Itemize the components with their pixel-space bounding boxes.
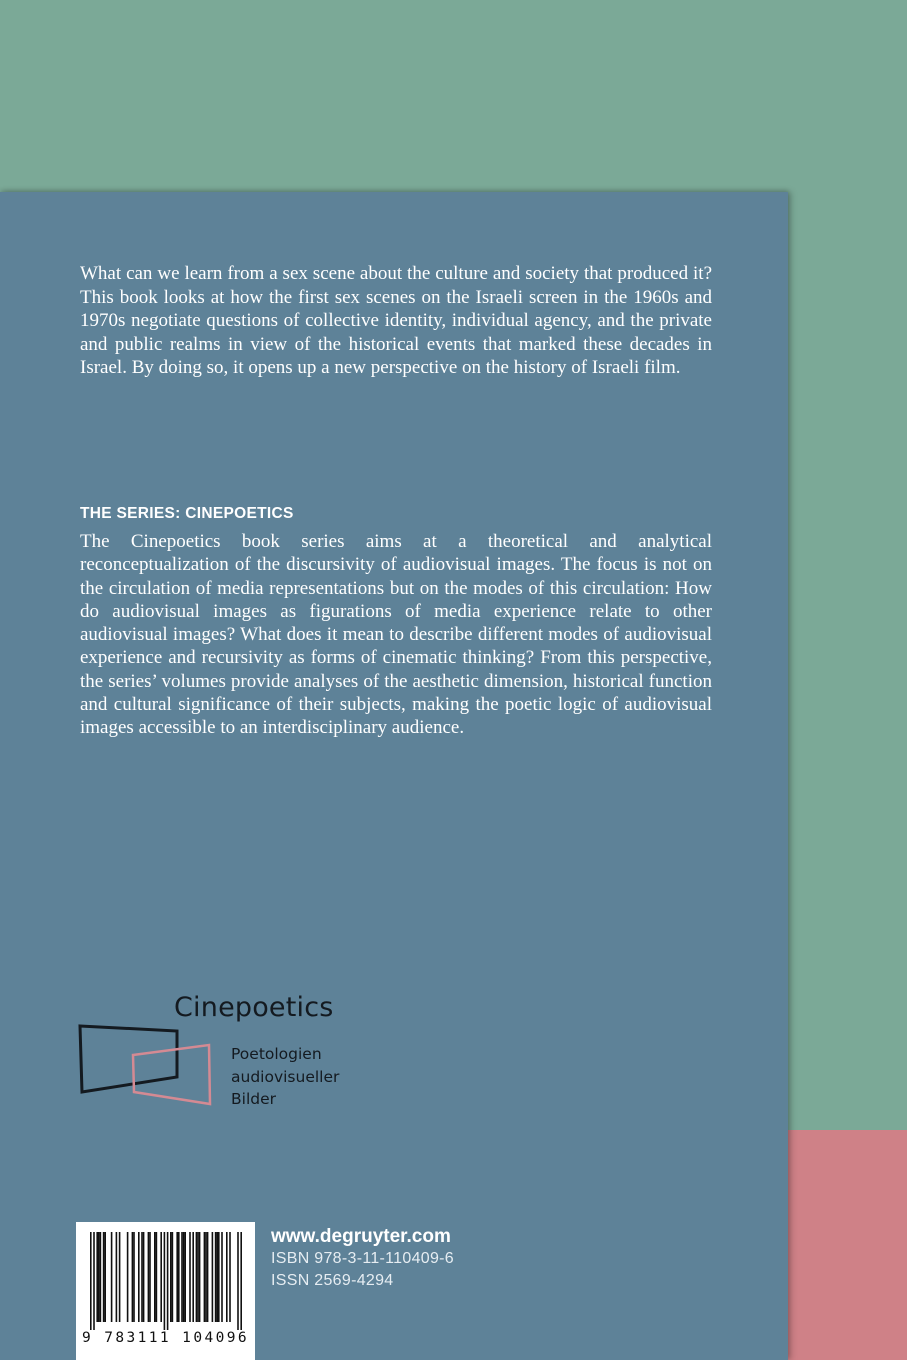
logo-pink-frame	[133, 1045, 210, 1104]
series-description: The Cinepoetics book series aims at a theoretical and analytical reconceptualization of the discursivity of audiovisual images. The focus is not on the circulation of media representations but on the modes of this circulation: How do audiovisual images as figurations of media experience relate to other audiovisual images? What does it mean to describe different modes of audiovisual experience and recursivity as forms of cinematic thinking? From this perspective, the series’ volumes provide analyses of the aesthetic dimension, historical function and cultural significance of their subjects, making the poetic logic of audiovisual images accessible to an interdisciplinary audience.	[80, 531, 712, 739]
barcode-bar	[199, 1232, 201, 1322]
barcode-bar	[221, 1232, 223, 1322]
barcode-bar	[154, 1232, 156, 1322]
logo-subtitle-line: Poetologien	[231, 1045, 322, 1063]
barcode-bar	[132, 1232, 134, 1322]
book-blurb: What can we learn from a sex scene about the culture and society that produced it? This book looks at how the first sex scenes on the Israeli screen in the 1960s and 1970s negotiate questions of collective identity, individual agency, and the private and public realms in view of the historical events that marked these decades in Israel. By doing so, it opens up a new perspective on the history of Israeli film.	[80, 263, 712, 379]
barcode-bar	[218, 1232, 220, 1322]
barcode-bar	[189, 1232, 191, 1322]
logo-subtitle	[231, 1043, 339, 1111]
barcode-bar	[93, 1232, 95, 1330]
barcode-bar	[178, 1232, 180, 1322]
barcode-bar	[215, 1232, 217, 1322]
barcode-bar	[196, 1232, 198, 1322]
barcode-bar	[116, 1232, 118, 1322]
barcode-bar	[237, 1232, 239, 1330]
barcode-bar	[205, 1232, 207, 1322]
barcode-bars	[76, 1222, 255, 1330]
barcode-bar	[212, 1232, 214, 1322]
barcode-bar	[119, 1232, 121, 1322]
barcode-bar	[181, 1232, 183, 1322]
barcode-bar	[90, 1232, 92, 1330]
barcode-bar	[98, 1232, 100, 1322]
barcode-bar	[167, 1232, 169, 1330]
barcode	[76, 1222, 255, 1360]
barcode-bar	[111, 1232, 113, 1322]
issn-text: ISSN 2569-4294	[271, 1272, 394, 1289]
barcode-bar	[96, 1232, 98, 1322]
series-heading: THE SERIES: CINEPOETICS	[80, 505, 294, 522]
barcode-bar	[172, 1232, 174, 1322]
barcode-bar	[197, 1232, 199, 1322]
barcode-bar	[103, 1232, 105, 1322]
isbn-text: ISBN 978-3-11-110409-6	[271, 1250, 455, 1267]
barcode-bar	[138, 1232, 140, 1322]
logo-dark-frame	[80, 1026, 177, 1092]
barcode-bar	[207, 1232, 209, 1322]
barcode-bar	[133, 1232, 135, 1322]
cinepoetics-logo-icon	[78, 1018, 218, 1110]
barcode-bar	[127, 1232, 129, 1322]
barcode-bar	[226, 1232, 228, 1322]
barcode-bar	[240, 1232, 242, 1330]
barcode-bar	[164, 1232, 166, 1330]
pink-accent-block	[788, 1130, 907, 1360]
barcode-bar	[143, 1232, 145, 1322]
barcode-bar	[183, 1232, 185, 1322]
logo-subtitle-line: audiovisueller	[231, 1067, 340, 1086]
barcode-bar	[192, 1232, 194, 1322]
logo-subtitle-line: Bilder	[231, 1090, 276, 1108]
barcode-bar	[104, 1232, 106, 1322]
barcode-bar	[148, 1232, 150, 1322]
logo-title: Cinepoetics	[174, 992, 334, 1023]
barcode-bar	[216, 1232, 218, 1322]
barcode-bar	[204, 1232, 206, 1322]
barcode-bar	[149, 1232, 151, 1322]
barcode-bar	[100, 1232, 102, 1322]
barcode-bar	[170, 1232, 172, 1322]
barcode-digits: 9 783111 104096	[82, 1330, 249, 1346]
barcode-bar	[141, 1232, 143, 1322]
barcode-bar	[184, 1232, 186, 1322]
barcode-bar	[156, 1232, 158, 1322]
publisher-url[interactable]: www.degruyter.com	[271, 1226, 451, 1247]
barcode-bar	[160, 1232, 162, 1322]
barcode-bar	[176, 1232, 178, 1322]
barcode-bar	[229, 1232, 231, 1322]
